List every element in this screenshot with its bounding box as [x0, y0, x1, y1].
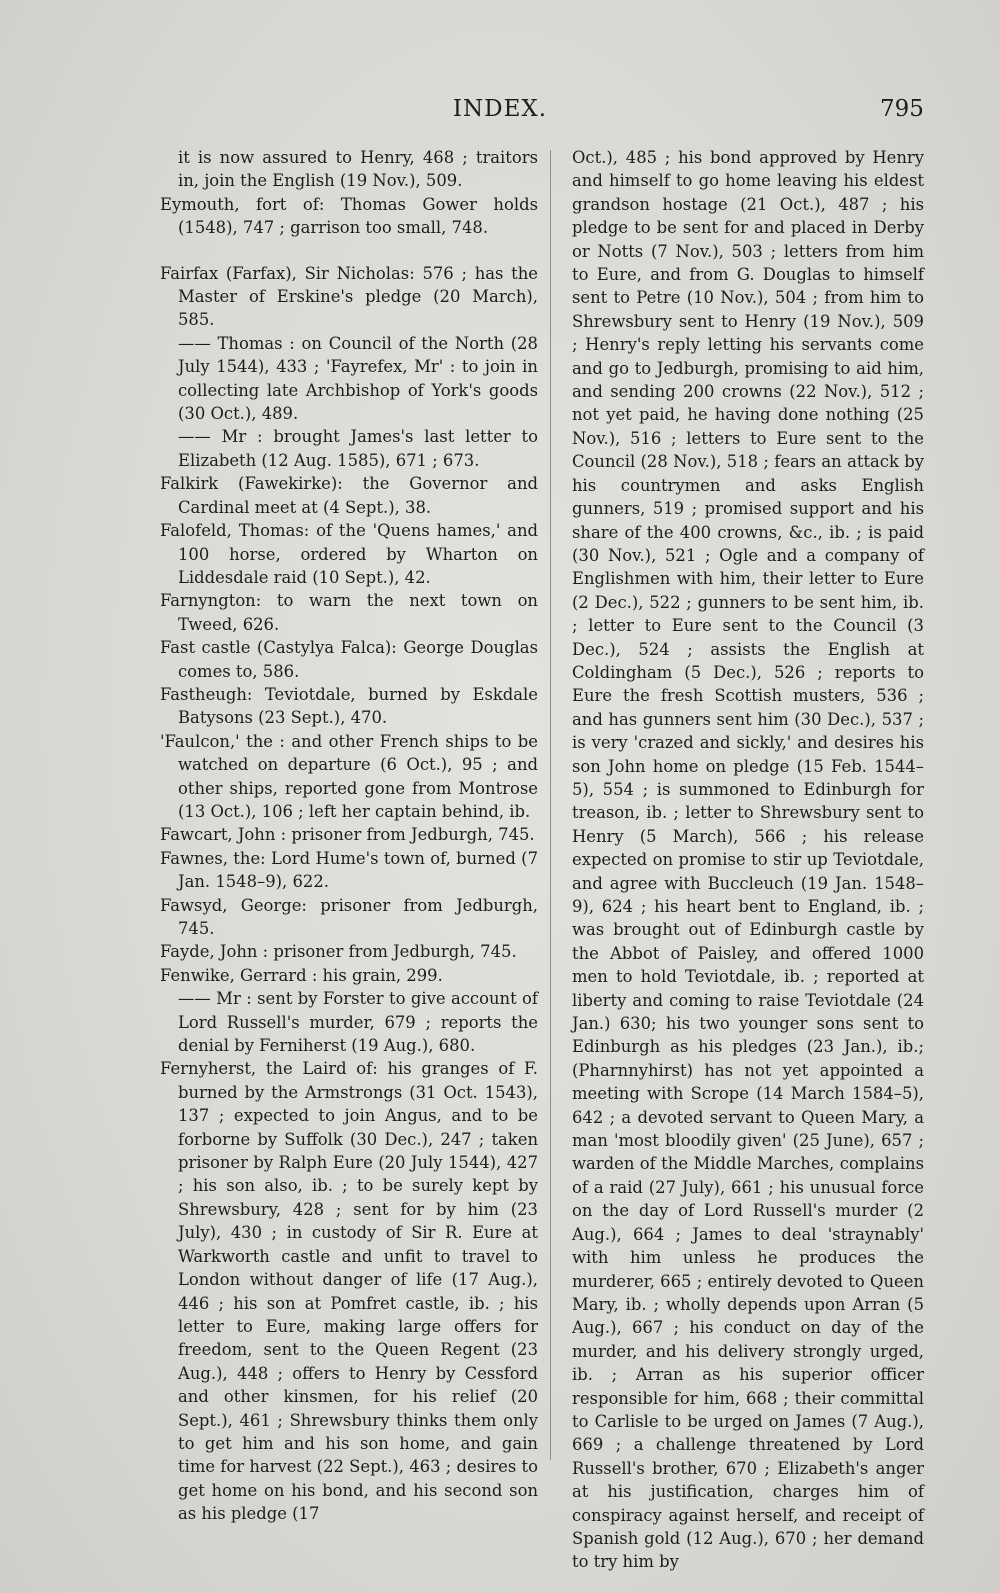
- index-entry: Farnyngton: to warn the next town on Tweed, 626.: [160, 591, 538, 634]
- right-column: [572, 146, 924, 1574]
- index-entry: Fairfax (Farfax), Sir Nicholas: 576 ; has the Master of Erskine's pledge (20 March), 585.: [160, 263, 538, 330]
- index-entry: Fayde, John : prisoner from Jedburgh, 745.: [160, 942, 517, 962]
- index-entry: Fawsyd, George: prisoner from Jedburgh, 745.: [160, 895, 538, 938]
- index-subentry: —— Mr : sent by Forster to give account of Lord Russell's murder, 679 ; reports the denial by Ferniherst (19 Aug.), 680.: [178, 989, 538, 1056]
- index-subentry: —— Mr : brought James's last letter to Elizabeth (12 Aug. 1585), 671 ; 673.: [178, 427, 538, 470]
- index-entry: Fawnes, the: Lord Hume's town of, burned (7 Jan. 1548–9), 622.: [160, 848, 538, 892]
- index-entry: Falofeld, Thomas: of the 'Quens hames,' and 100 horse, ordered by Wharton on Liddesdale raid (10 Sept.), 42.: [160, 521, 538, 587]
- column-divider: [550, 150, 551, 1460]
- index-subentry: —— Thomas : on Council of the North (28 July 1544), 433 ; 'Fayrefex, Mr' : to join in collecting late Archbishop of York's goods (30 Oct.), 489.: [178, 333, 538, 424]
- left-column: [160, 146, 538, 1526]
- index-entry: 'Faulcon,' the : and other French ships to be watched on departure (6 Oct.), 95 ; and other ships, reported gone from Montrose (13 Oct.), 106 ; left her captain behind, ib.: [160, 731, 538, 821]
- index-entry: Fastheugh: Teviotdale, burned by Eskdale Batysons (23 Sept.), 470.: [160, 684, 538, 728]
- index-entry: Falkirk (Fawekirke): the Governor and Cardinal meet at (4 Sept.), 38.: [160, 474, 538, 517]
- index-entry-continuation: Oct.), 485 ; his bond approved by Henry and himself to go home leaving his eldest grandson hostage (21 Oct.), 487 ; his pledge to be sent for and placed in Derby or Notts (7 Nov.), 503 ; letters from him to Eure, and from G. Douglas to himself sent to Petre (10 Nov.), 504 ; from him to Shrewsbury sent to Henry (19 Nov.), 509 ; Henry's reply letting his servants come and go to Jedburgh, promising to aid him, and sending 200 crowns (22 Nov.), 512 ; not yet paid, he having done nothing (25 Nov.), 516 ; letters to Eure sent to the Council (28 Nov.), 518 ; fears an attack by his countrymen and asks English gunners, 519 ; promised support and his share of the 400 crowns, &c., ib. ; is paid (30 Nov.), 521 ; Ogle and a company of Englishmen with him, their letter to Eure (2 Dec.), 522 ; gunners to be sent him, ib. ; letter to Eure sent to the Council (3 Dec.), 524 ; assists the English at Coldingham (5 Dec.), 526 ; reports to Eure the fresh Scottish musters, 536 ; and has gunners sent him (30 Dec.), 537 ; is very 'crazed and sickly,' and desires his son John home on pledge (15 Feb. 1544–5), 554 ; is summoned to Edinburgh for treason, ib. ; letter to Shrewsbury sent to Henry (5 March), 566 ; his release expected on promise to stir up Teviotdale, and agree with Buccleuch (19 Jan. 1548–9), 624 ; his heart bent to England, ib. ; was brought out of Edinburgh castle by the Abbot of Paisley, and offered 1000 men to hold Teviotdale, ib. ; reported at liberty and coming to raise Teviotdale (24 Jan.) 630; his two younger sons sent to Edinburgh as his pledges (23 Jan.), ib.; (Pharnnyhirst) has not yet appointed a meeting with Scrope (14 March 1584–5), 642 ; a devoted servant to Queen Mary, a man 'most bloodily given' (25 June), 657 ; warden of the Middle Marches, complains of a raid (27 July), 661 ; his unusual force on the day of Lord Russell's murder (2 Aug.), 664 ; James to deal 'straynably' with him unless he produces the murderer, 665 ; entirely devoted to Queen Mary, ib. ; wholly depends upon Arran (5 Aug.), 667 ; his conduct on day of the murder, and his delivery strongly urged, ib. ; Arran as his superior officer responsible for him, 668 ; their committal to Carlisle to be urged on James (7 Aug.), 669 ; a challenge threatened by Lord Russell's brother, 670 ; Elizabeth's anger at his justification, charges him of conspiracy against herself, and receipt of Spanish gold (12 Aug.), 670 ; her demand to try him by: [572, 148, 924, 1572]
- index-entry: it is now assured to Henry, 468 ; traitors in, join the English (19 Nov.), 509.: [178, 148, 538, 191]
- index-entry: Fernyherst, the Laird of: his granges of F. burned by the Armstrongs (31 Oct. 1543), 137 ; expected to join Angus, and to be forborne by Suffolk (30 Dec.), 247 ; taken prisoner by Ralph Eure (20 July 1544), 427 ; his son also, ib. ; to be surely kept by Shrewsbury, 428 ; sent for by him (23 July), 430 ; in custody of Sir R. Eure at Warkworth castle and unfit to travel to London without danger of life (17 Aug.), 446 ; his son at Pomfret castle, ib. ; his letter to Eure, making large offers for freedom, sent to the Queen Regent (23 Aug.), 448 ; offers to Henry by Cessford and other kinsmen, for his relief (20 Sept.), 461 ; Shrewsbury thinks them only to get him and his son home, and gain time for harvest (22 Sept.), 463 ; desires to get home on his bond, and his second son as his pledge (17: [160, 1059, 538, 1524]
- page-number: 795: [880, 96, 924, 122]
- running-title: INDEX.: [452, 96, 548, 122]
- index-entry: Fawcart, John : prisoner from Jedburgh, 745.: [160, 825, 535, 845]
- index-entry: Fenwike, Gerrard : his grain, 299.: [160, 965, 443, 985]
- section-gap: [160, 240, 538, 262]
- index-entry: Eymouth, fort of: Thomas Gower holds (1548), 747 ; garrison too small, 748.: [160, 194, 538, 238]
- index-entry: Fast castle (Castylya Falca): George Douglas comes to, 586.: [160, 638, 538, 681]
